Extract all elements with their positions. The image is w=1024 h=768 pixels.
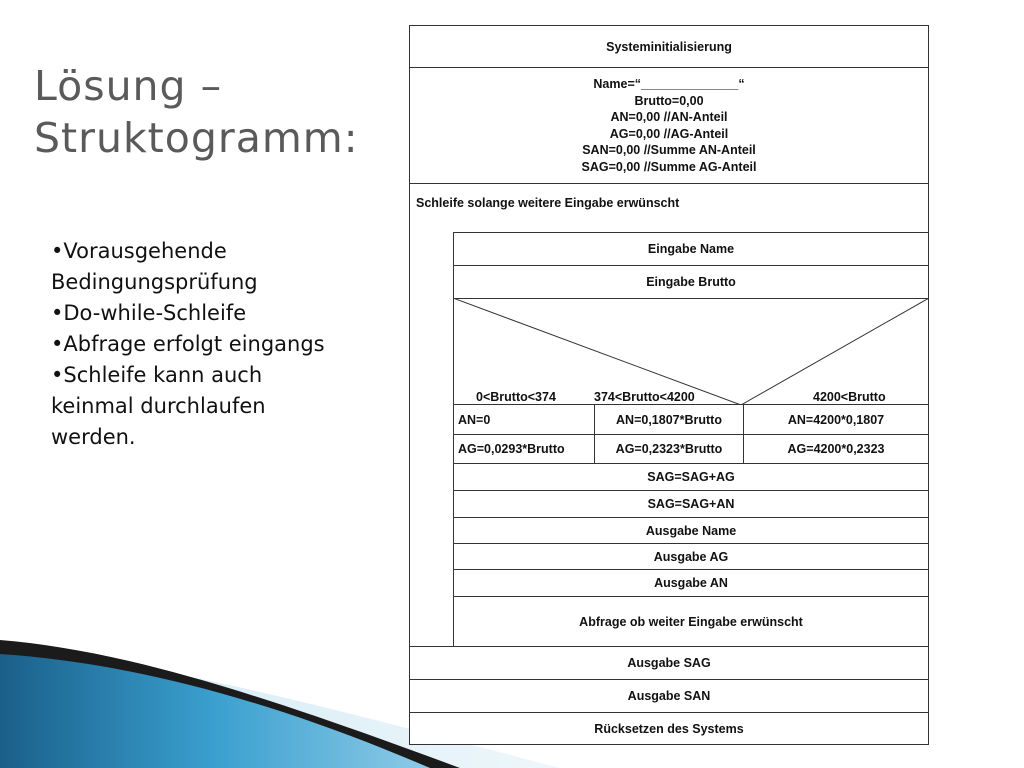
variable-line: Name=“______________“ bbox=[593, 77, 745, 91]
case-an-cell: AN=4200*0,1807 bbox=[743, 404, 929, 435]
bullet-item: • Do-while-Schleife bbox=[51, 298, 351, 329]
case-ag-cell: AG=0,0293*Brutto bbox=[453, 434, 595, 464]
condition-label: 374<Brutto<4200 bbox=[594, 390, 695, 404]
output-sag-block: Ausgabe SAG bbox=[409, 646, 929, 680]
output-name-block: Ausgabe Name bbox=[453, 517, 929, 544]
variable-line: SAG=0,00 //Summe AG-Anteil bbox=[581, 159, 757, 174]
bullet-item: • Schleife kann auch keinmal durchlaufen werden. bbox=[51, 360, 351, 453]
title-line-2: Struktogramm: bbox=[34, 114, 359, 162]
variable-line: Brutto=0,00 bbox=[634, 93, 704, 108]
case-an-cell: AN=0,1807*Brutto bbox=[594, 404, 744, 435]
struktogramm bbox=[409, 25, 929, 745]
case-diagonals bbox=[453, 298, 929, 405]
variable-line: SAN=0,00 //Summe AN-Anteil bbox=[582, 143, 756, 157]
system-init-block: Systeminitialisierung bbox=[409, 25, 929, 68]
input-name-block: Eingabe Name bbox=[453, 232, 929, 266]
output-ag-block: Ausgabe AG bbox=[453, 543, 929, 570]
sum-sag-block: SAG=SAG+AG bbox=[453, 463, 929, 491]
case-condition-block bbox=[453, 298, 929, 405]
condition-label: 0<Brutto<374 bbox=[476, 390, 556, 404]
loop-header: Schleife solange weitere Eingabe erwünscht bbox=[416, 196, 680, 210]
sum-san-block: SAG=SAG+AN bbox=[453, 490, 929, 518]
bullet-list bbox=[51, 236, 351, 453]
variable-line: AG=0,00 //AG-Anteil bbox=[609, 126, 729, 141]
condition-label: 4200<Brutto bbox=[813, 390, 886, 404]
output-an-block: Ausgabe AN bbox=[453, 569, 929, 597]
output-san-block: Ausgabe SAN bbox=[409, 679, 929, 713]
slide-title bbox=[34, 60, 404, 164]
reset-block: Rücksetzen des Systems bbox=[409, 712, 929, 745]
bullet-item: • Abfrage erfolgt eingangs bbox=[51, 329, 351, 360]
title-line-1: Lösung – bbox=[34, 62, 223, 110]
input-brutto-block: Eingabe Brutto bbox=[453, 265, 929, 299]
variables-block bbox=[409, 67, 929, 184]
case-ag-cell: AG=0,2323*Brutto bbox=[594, 434, 744, 464]
case-an-cell: AN=0 bbox=[453, 404, 595, 435]
case-ag-cell: AG=4200*0,2323 bbox=[743, 434, 929, 464]
query-block: Abfrage ob weiter Eingabe erwünscht bbox=[453, 596, 929, 647]
variable-line: AN=0,00 //AN-Anteil bbox=[610, 110, 728, 124]
bullet-item: • Vorausgehende Bedingungsprüfung bbox=[51, 236, 351, 298]
